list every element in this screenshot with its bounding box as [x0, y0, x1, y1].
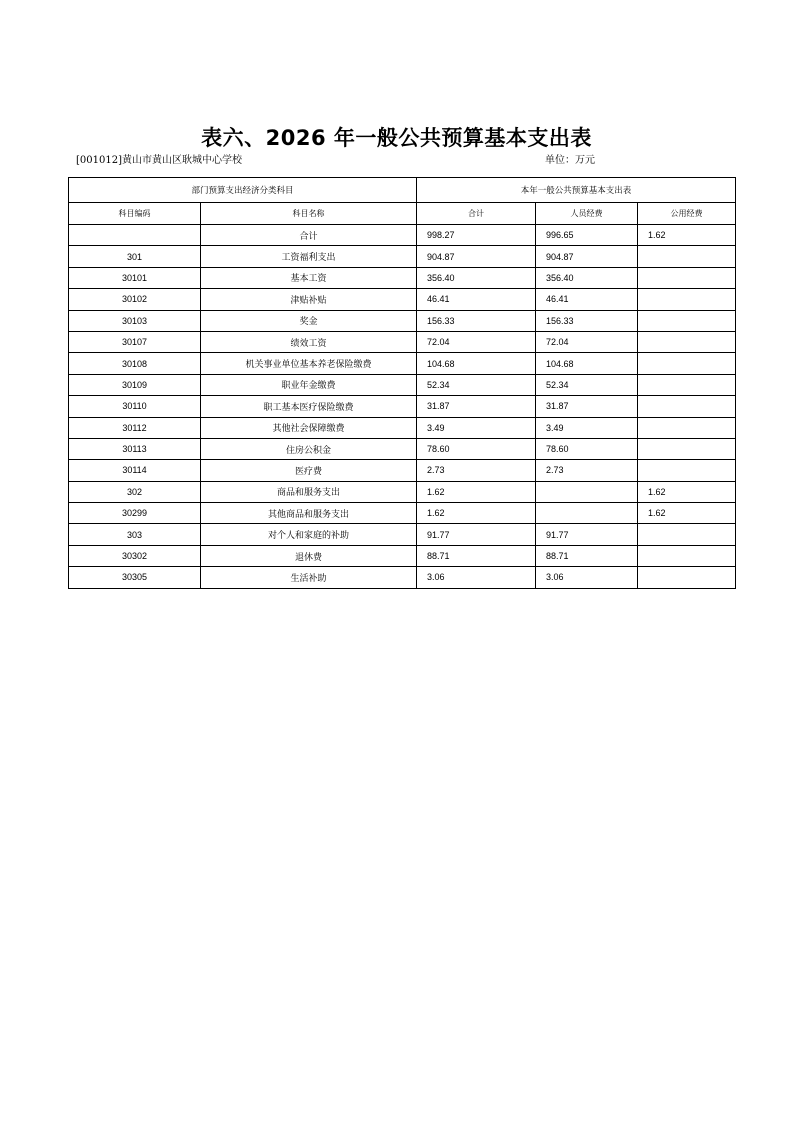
cell-personnel: 156.33 [536, 310, 638, 331]
cell-code: 30103 [69, 310, 201, 331]
cell-total: 1.62 [417, 481, 536, 502]
cell-public [638, 246, 736, 267]
table-row [69, 567, 736, 588]
cell-name: 医疗费 [201, 460, 417, 481]
cell-total: 91.77 [417, 524, 536, 545]
cell-name: 生活补助 [201, 567, 417, 588]
table-row [69, 438, 736, 459]
cell-total: 31.87 [417, 396, 536, 417]
table-row [69, 460, 736, 481]
table-row [69, 545, 736, 566]
cell-public [638, 331, 736, 352]
table-row [69, 310, 736, 331]
cell-personnel: 3.06 [536, 567, 638, 588]
cell-total: 104.68 [417, 353, 536, 374]
cell-personnel: 31.87 [536, 396, 638, 417]
table-row [69, 225, 736, 246]
group-header-expenditure: 本年一般公共预算基本支出表 [417, 178, 736, 203]
cell-code: 302 [69, 481, 201, 502]
cell-public: 1.62 [638, 481, 736, 502]
cell-personnel [536, 503, 638, 524]
organization-label: [001012]黄山市黄山区耿城中心学校 [76, 155, 242, 166]
cell-personnel: 104.68 [536, 353, 638, 374]
table-row [69, 524, 736, 545]
column-header-total: 合计 [417, 203, 536, 225]
cell-public: 1.62 [638, 503, 736, 524]
cell-code: 30108 [69, 353, 201, 374]
cell-personnel: 904.87 [536, 246, 638, 267]
cell-personnel: 46.41 [536, 289, 638, 310]
column-header-personnel: 人员经费 [536, 203, 638, 225]
cell-public [638, 460, 736, 481]
cell-name: 其他社会保障缴费 [201, 417, 417, 438]
table-row [69, 353, 736, 374]
cell-total: 78.60 [417, 438, 536, 459]
cell-code: 30299 [69, 503, 201, 524]
cell-code: 30302 [69, 545, 201, 566]
cell-code: 301 [69, 246, 201, 267]
cell-name: 商品和服务支出 [201, 481, 417, 502]
unit-label: 单位：万元 [545, 155, 595, 166]
cell-name: 住房公积金 [201, 438, 417, 459]
cell-total: 3.49 [417, 417, 536, 438]
cell-name: 基本工资 [201, 267, 417, 288]
cell-code [69, 225, 201, 246]
cell-name: 其他商品和服务支出 [201, 503, 417, 524]
cell-name: 职工基本医疗保险缴费 [201, 396, 417, 417]
table-row [69, 417, 736, 438]
cell-personnel: 72.04 [536, 331, 638, 352]
cell-personnel: 88.71 [536, 545, 638, 566]
table-row [69, 374, 736, 395]
table-column-header-row [69, 203, 736, 225]
cell-personnel: 52.34 [536, 374, 638, 395]
cell-name: 退休费 [201, 545, 417, 566]
cell-total: 2.73 [417, 460, 536, 481]
cell-code: 30107 [69, 331, 201, 352]
budget-table-body [69, 178, 736, 589]
cell-total: 356.40 [417, 267, 536, 288]
cell-personnel: 91.77 [536, 524, 638, 545]
cell-public [638, 396, 736, 417]
cell-personnel: 996.65 [536, 225, 638, 246]
page-title: 表六、2026 年一般公共预算基本支出表 [201, 126, 592, 150]
table-row [69, 503, 736, 524]
cell-total: 156.33 [417, 310, 536, 331]
cell-code: 30109 [69, 374, 201, 395]
cell-personnel: 78.60 [536, 438, 638, 459]
budget-table [68, 177, 736, 589]
cell-name: 机关事业单位基本养老保险缴费 [201, 353, 417, 374]
table-row [69, 481, 736, 502]
cell-personnel [536, 481, 638, 502]
cell-public [638, 417, 736, 438]
cell-name: 对个人和家庭的补助 [201, 524, 417, 545]
cell-total: 72.04 [417, 331, 536, 352]
cell-public: 1.62 [638, 225, 736, 246]
table-row [69, 331, 736, 352]
cell-total: 998.27 [417, 225, 536, 246]
table-row [69, 246, 736, 267]
cell-name: 奖金 [201, 310, 417, 331]
cell-public [638, 374, 736, 395]
cell-public [638, 289, 736, 310]
cell-public [638, 353, 736, 374]
cell-total: 52.34 [417, 374, 536, 395]
table-row [69, 267, 736, 288]
cell-total: 1.62 [417, 503, 536, 524]
cell-public [638, 567, 736, 588]
cell-total: 46.41 [417, 289, 536, 310]
cell-public [638, 524, 736, 545]
cell-code: 30110 [69, 396, 201, 417]
table-row [69, 289, 736, 310]
cell-name: 合计 [201, 225, 417, 246]
cell-total: 88.71 [417, 545, 536, 566]
group-header-classification: 部门预算支出经济分类科目 [69, 178, 417, 203]
column-header-name: 科目名称 [201, 203, 417, 225]
table-row [69, 396, 736, 417]
cell-name: 工资福利支出 [201, 246, 417, 267]
cell-code: 30102 [69, 289, 201, 310]
cell-public [638, 438, 736, 459]
cell-total: 3.06 [417, 567, 536, 588]
cell-name: 职业年金缴费 [201, 374, 417, 395]
cell-code: 30101 [69, 267, 201, 288]
cell-name: 津贴补贴 [201, 289, 417, 310]
cell-name: 绩效工资 [201, 331, 417, 352]
cell-personnel: 356.40 [536, 267, 638, 288]
cell-public [638, 545, 736, 566]
cell-total: 904.87 [417, 246, 536, 267]
cell-public [638, 267, 736, 288]
cell-code: 30305 [69, 567, 201, 588]
column-header-code: 科目编码 [69, 203, 201, 225]
cell-personnel: 2.73 [536, 460, 638, 481]
cell-code: 30114 [69, 460, 201, 481]
cell-code: 303 [69, 524, 201, 545]
cell-code: 30113 [69, 438, 201, 459]
table-group-header-row [69, 178, 736, 203]
cell-personnel: 3.49 [536, 417, 638, 438]
cell-public [638, 310, 736, 331]
column-header-public: 公用经费 [638, 203, 736, 225]
cell-code: 30112 [69, 417, 201, 438]
